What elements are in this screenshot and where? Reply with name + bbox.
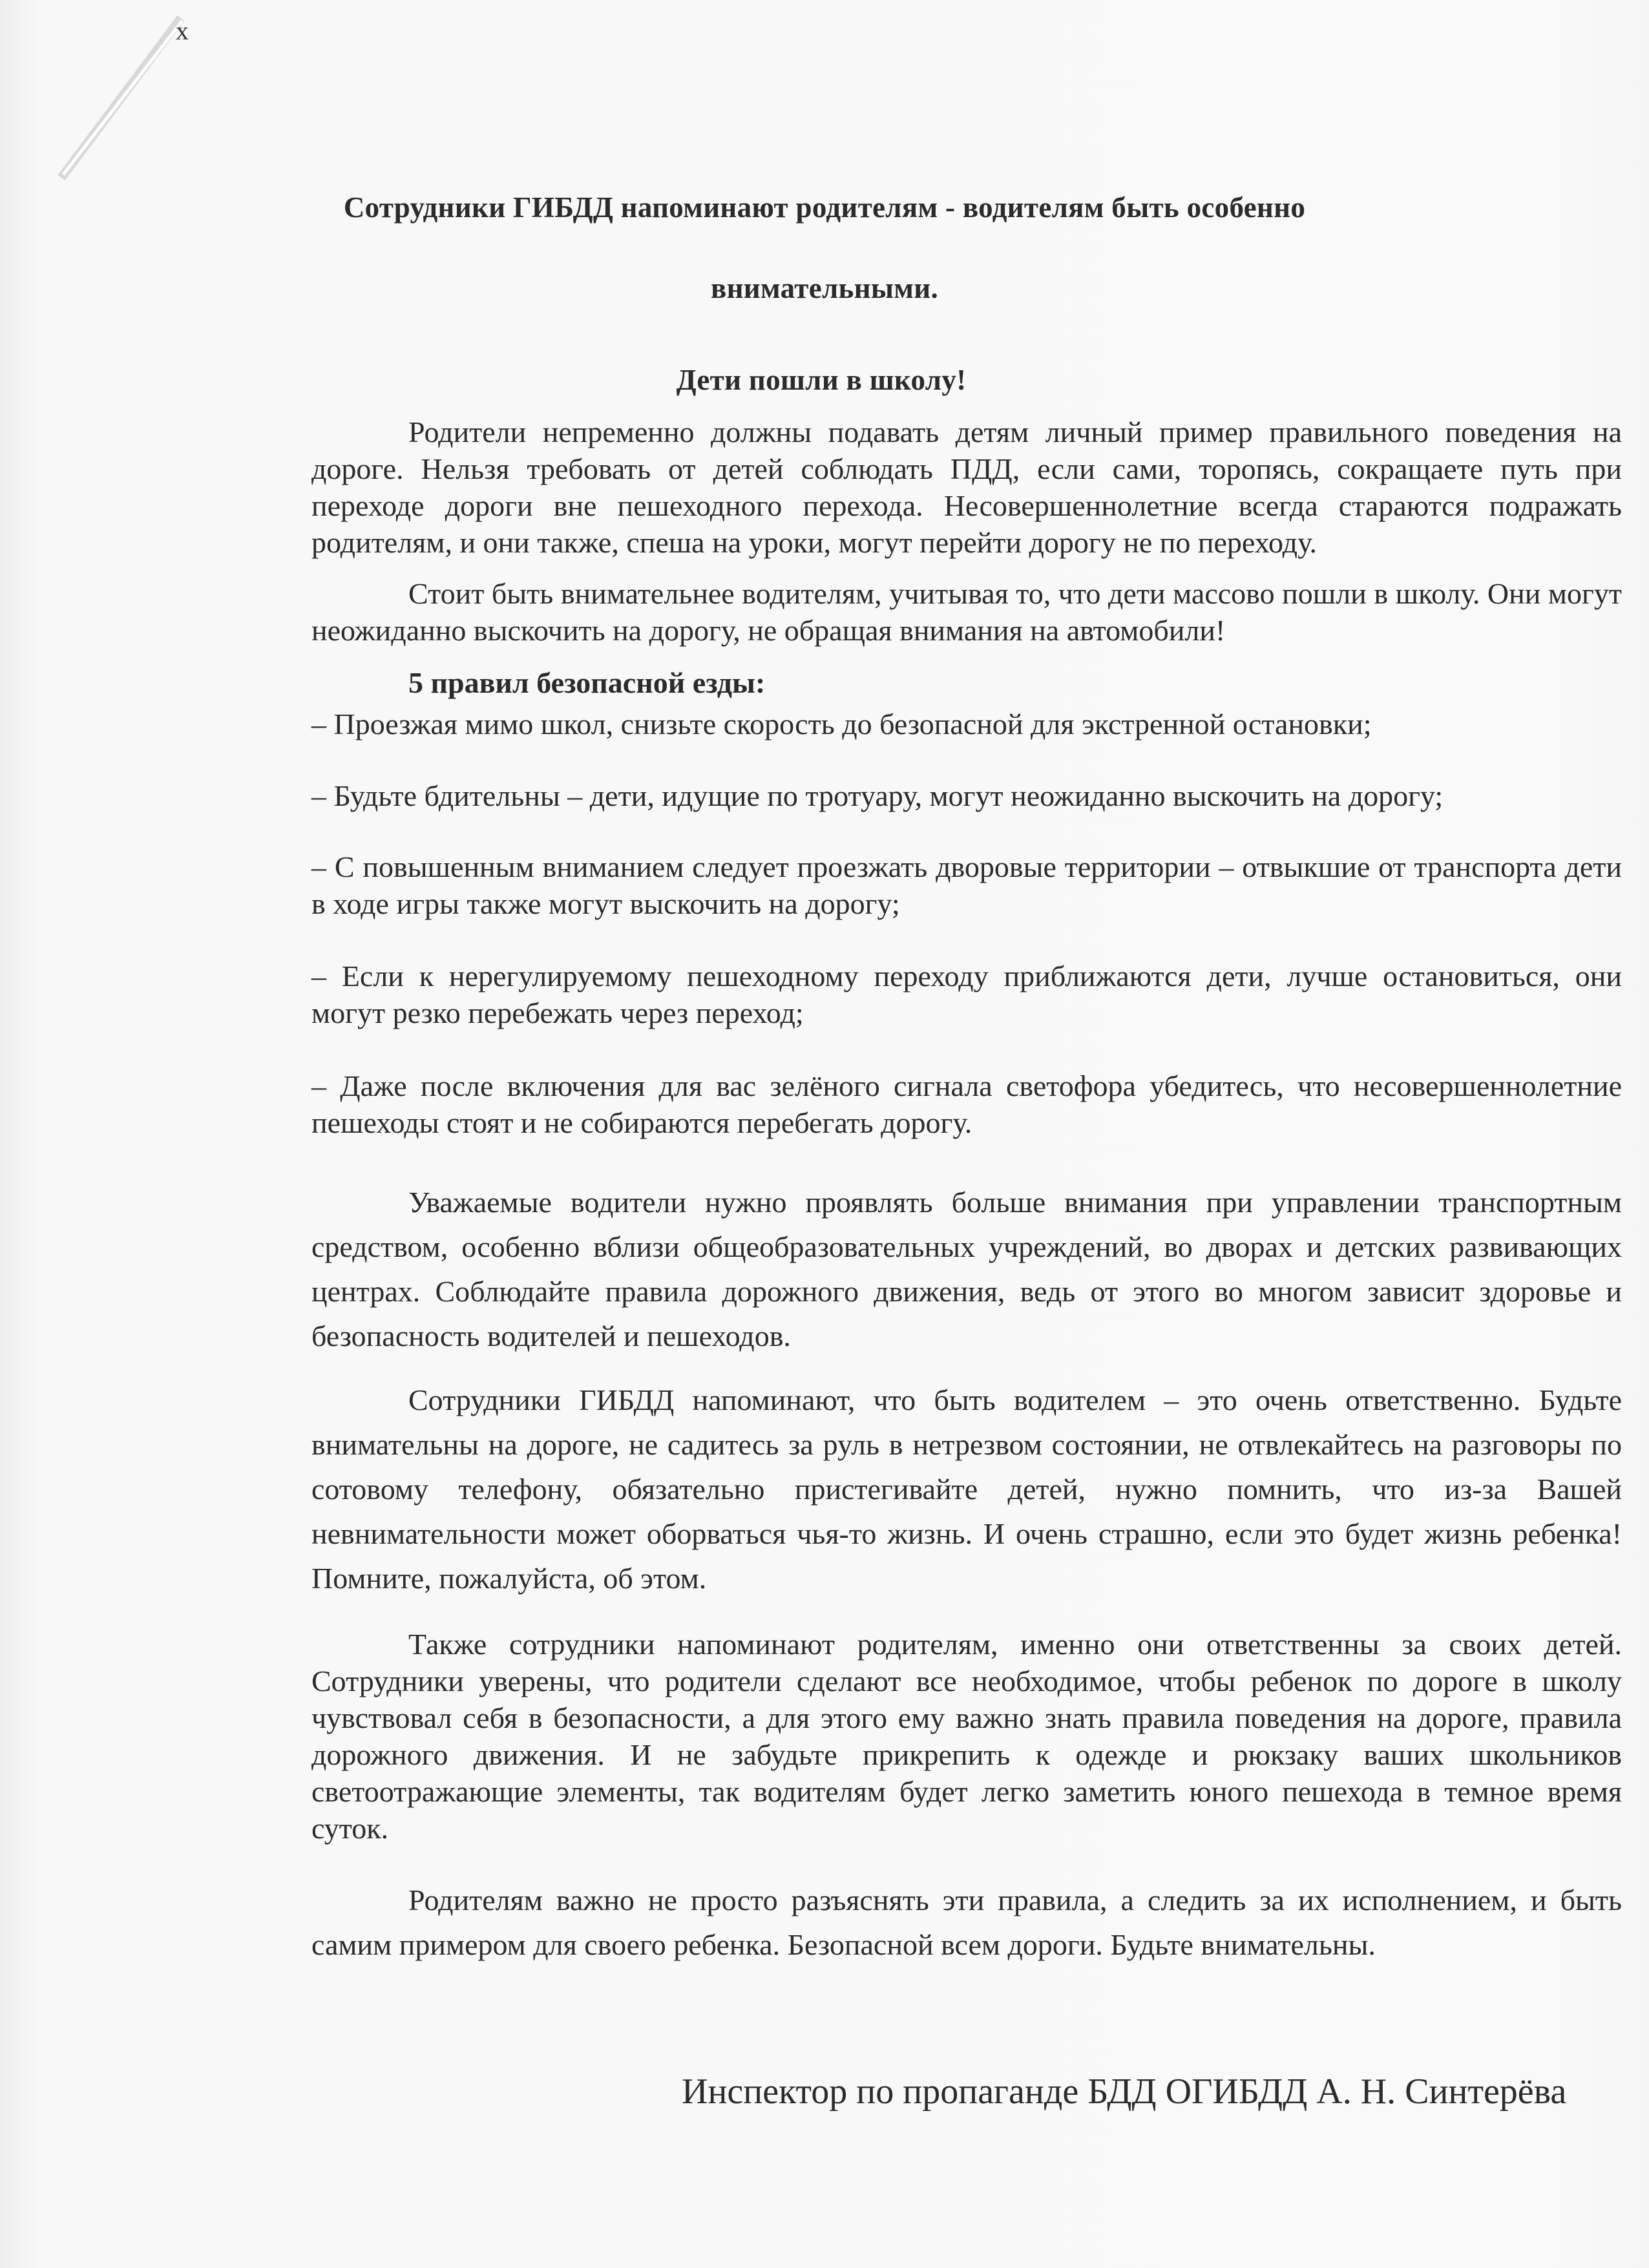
- scan-speck: x: [176, 16, 189, 45]
- document-title-line2: внимательными.: [710, 272, 939, 304]
- rule-item-1: – Проезжая мимо школ, снизьте скорость до безопасной для экстренной остановки;: [311, 708, 1372, 740]
- closing-paragraph-2: Сотрудники ГИБДД напоминают, что быть водителем – это очень ответственно. Будьте внимательны на дороге, не садитесь за руль в нетрезвом состоянии, не отвлекайтесь на разговоры по сотовому телефону, обязательно пристегивайте детей, нужно помнить, что из-за Вашей невнимательности может оборваться чья-то жизнь. И очень страшно, если это будет жизнь ребенка! Помните, пожалуйста, об этом.: [311, 1383, 1622, 1595]
- document-title-line1: Сотрудники ГИБДД напоминают родителям - водителям быть особенно: [343, 191, 1306, 224]
- closing-paragraph-3: Также сотрудники напоминают родителям, именно они ответственны за своих детей. Сотрудники уверены, что родители сделают все необходимое, чтобы ребенок по дороге в школу чувствовал себя в безопасности, а для этого ему важно знать правила поведения на дороге, правила дорожного движения. И не забудьте прикрепить к одежде и рюкзаку ваших школьников светоотражающие элементы, так водителям будет легко заметить юного пешехода в темное время суток.: [311, 1628, 1622, 1845]
- rules-heading: 5 правил безопасной езды:: [408, 666, 766, 699]
- rule-item-5: – Даже после включения для вас зелёного сигнала светофора убедитесь, что несовершеннолетние пешеходы стоят и не собираются перебегать дорогу.: [311, 1069, 1622, 1139]
- rule-item-2: – Будьте бдительны – дети, идущие по тротуару, могут неожиданно выскочить на дорогу;: [311, 779, 1444, 812]
- rule-item-4: – Если к нерегулируемому пешеходному переходу приближаются дети, лучше остановиться, они могут резко перебежать через переход;: [311, 960, 1622, 1029]
- document-subtitle: Дети пошли в школу!: [676, 364, 967, 396]
- rule-item-3: – С повышенным вниманием следует проезжать дворовые территории – отвыкшие от транспорта дети в ходе игры также могут выскочить на дорогу;: [311, 850, 1622, 920]
- closing-paragraph-4: Родителям важно не просто разъяснять эти правила, а следить за их исполнением, и быть самим примером для своего ребенка. Безопасной всем дороги. Будьте внимательны.: [311, 1884, 1622, 1961]
- inspector-signature: Инспектор по пропаганде БДД ОГИБДД А. Н. Синтерёва: [682, 2072, 1567, 2112]
- paragraph-2: Стоит быть внимательнее водителям, учитывая то, что дети массово пошли в школу. Они могут неожиданно выскочить на дорогу, не обращая внимания на автомобили!: [311, 577, 1622, 647]
- closing-paragraph-1: Уважаемые водители нужно проявлять больше внимания при управлении транспортным средством, особенно вблизи общеобразовательных учреждений, во дворах и детских развивающих центрах. Соблюдайте правила дорожного движения, ведь от этого во многом зависит здоровье и безопасность водителей и пешеходов.: [311, 1186, 1622, 1352]
- paragraph-1: Родители непременно должны подавать детям личный пример правильного поведения на дороге. Нельзя требовать от детей соблюдать ПДД, если сами, торопясь, сокращаете путь при переходе дороги вне пешеходного перехода. Несовершеннолетние всегда стараются подражать родителям, и они также, спеша на уроки, могут перейти дорогу не по переходу.: [311, 415, 1622, 559]
